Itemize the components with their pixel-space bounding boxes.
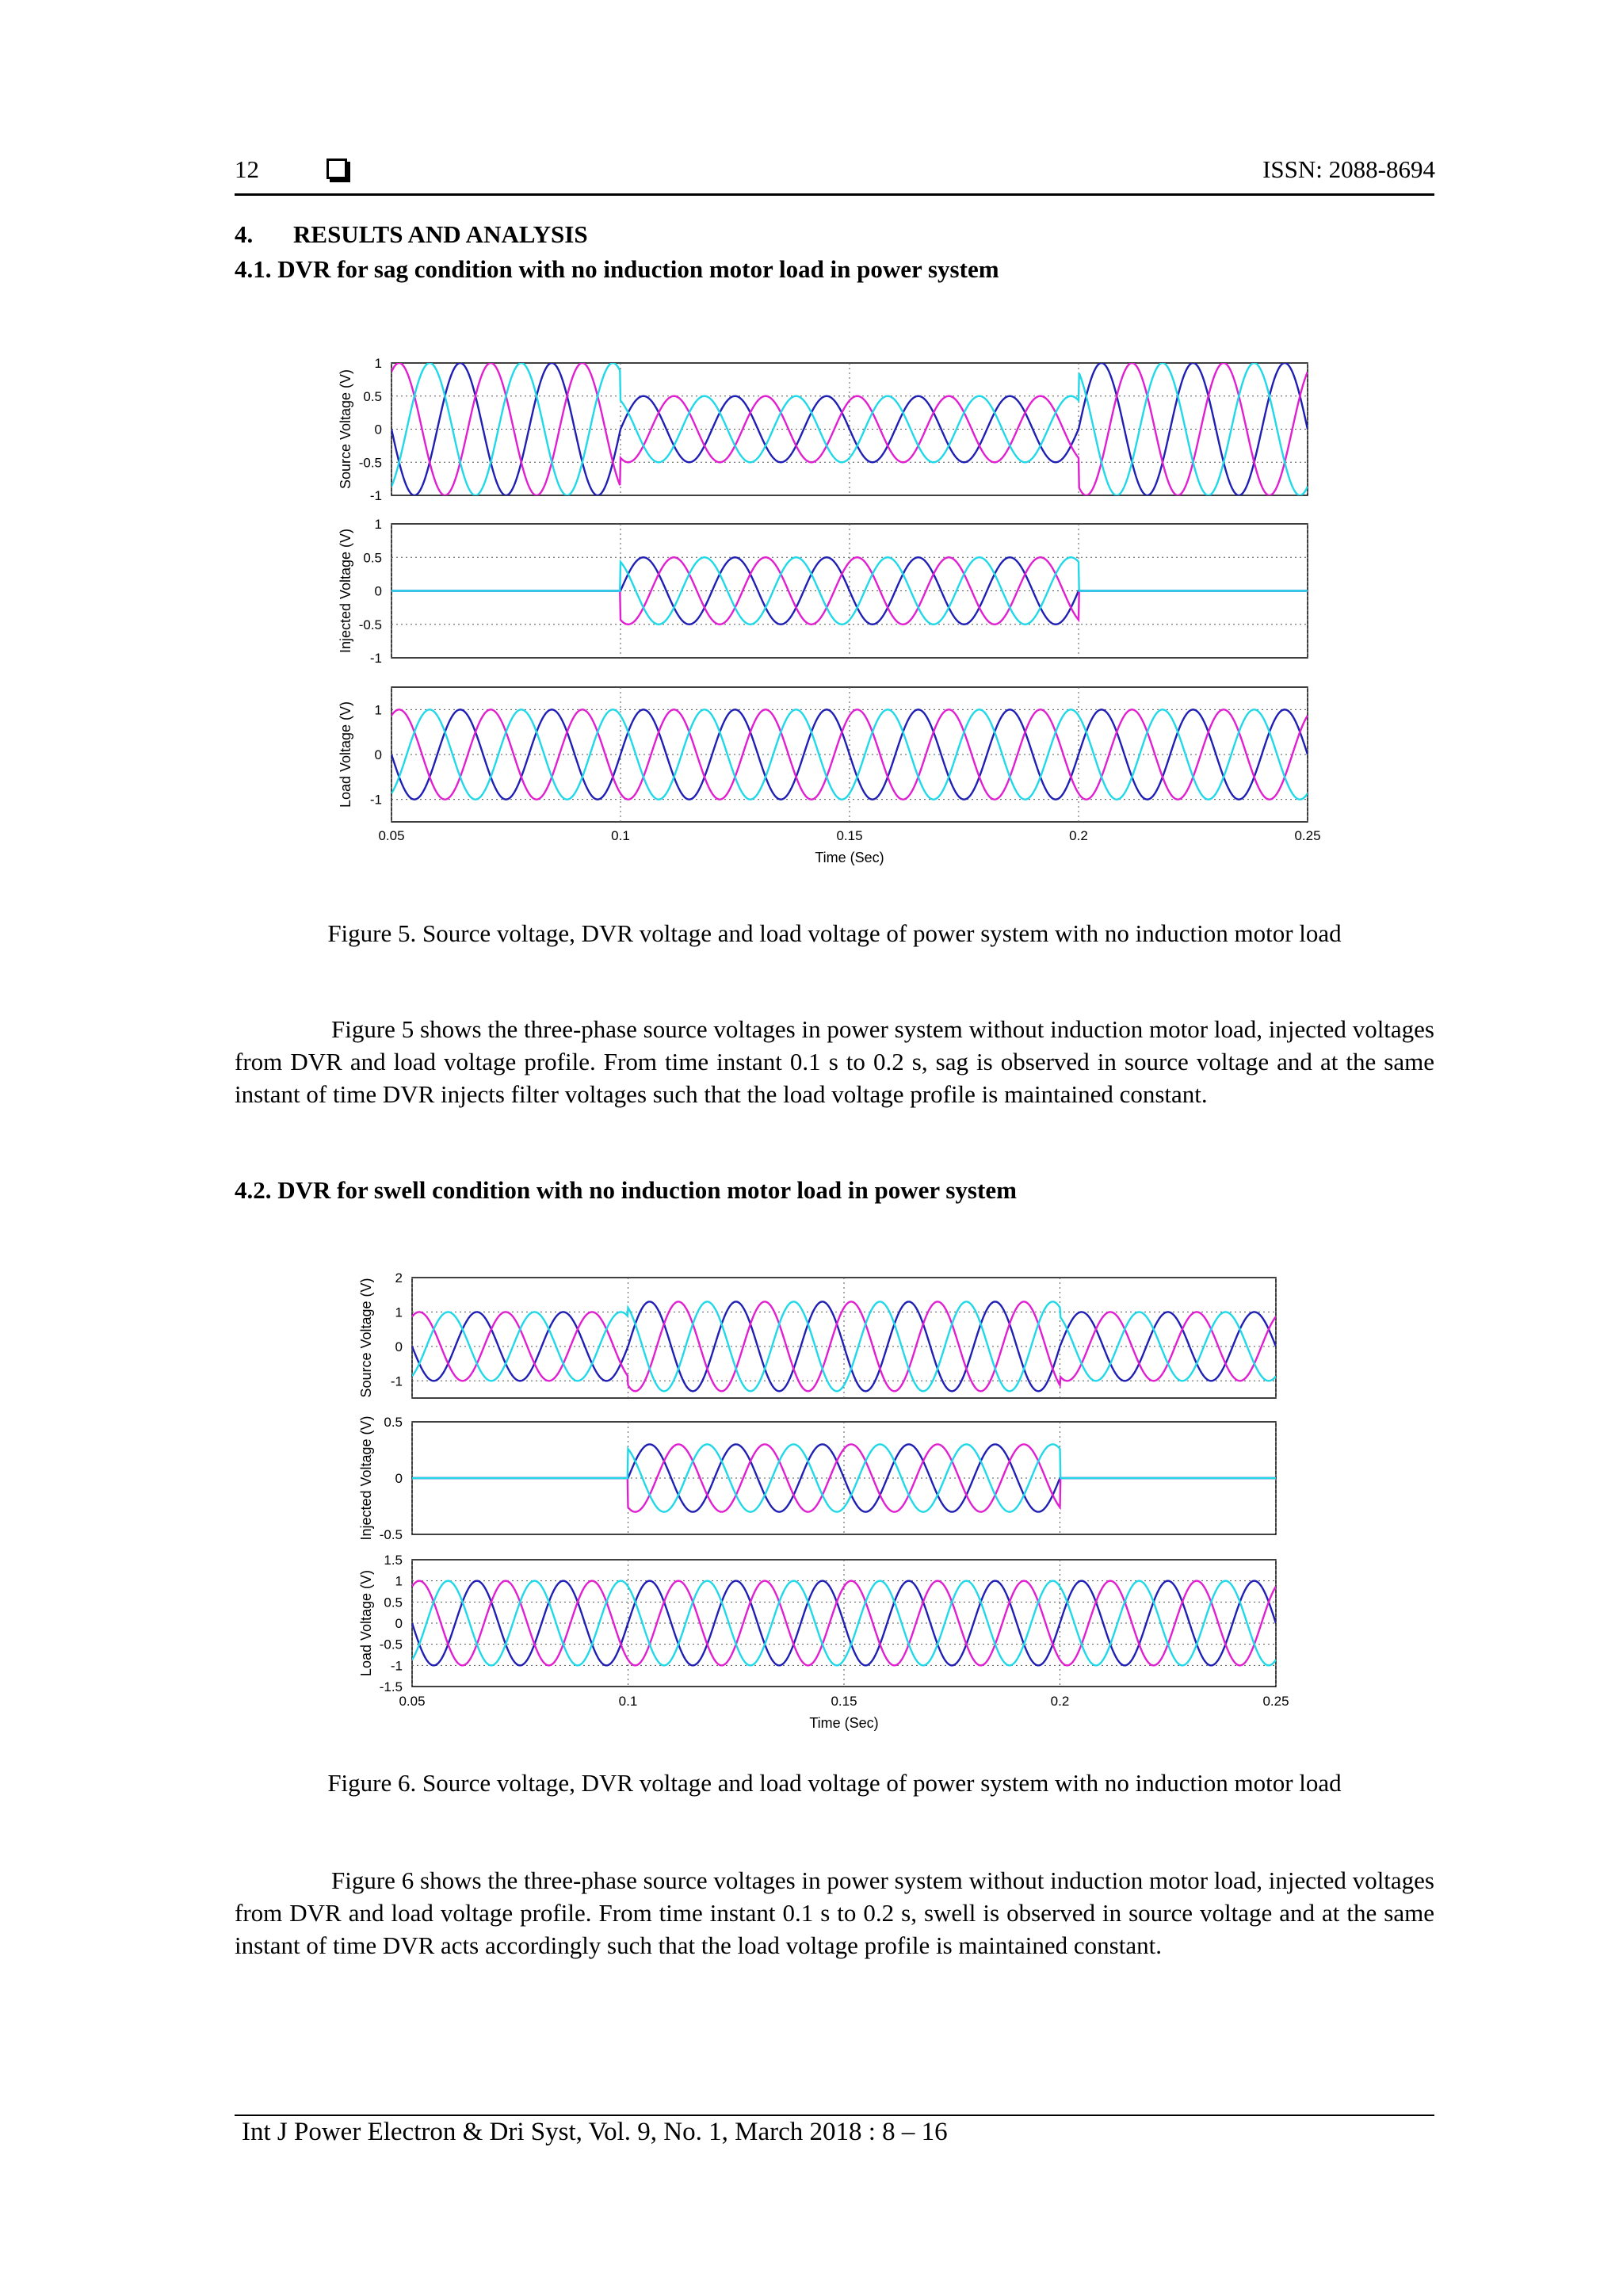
subsection-heading-1: 4.1. DVR for sag condition with no induction motor load in power system [235, 255, 999, 283]
y-tick-label: -1 [369, 651, 382, 666]
section-heading [235, 220, 588, 249]
y-tick-label: -1 [390, 1373, 403, 1389]
x-tick-label: 0.2 [1050, 1694, 1070, 1709]
subsection-heading-2: 4.2. DVR for swell condition with no induction motor load in power system [235, 1176, 1017, 1204]
y-tick-label: -0.5 [379, 1637, 403, 1652]
y-tick-label: 1.5 [384, 1553, 403, 1568]
x-tick-label: 0.05 [378, 828, 405, 843]
y-tick-label: 1 [374, 702, 382, 718]
y-tick-label: 1 [374, 517, 382, 532]
y-axis-label: Source Voltage (V) [338, 369, 353, 490]
y-axis-label: Injected Voltage (V) [358, 1415, 374, 1541]
y-tick-label: -1 [369, 792, 382, 808]
y-axis-label: Load Voltage (V) [358, 1569, 374, 1677]
y-tick-label: -0.5 [358, 455, 382, 471]
y-tick-label: 0 [395, 1471, 403, 1486]
footer-rule [235, 2115, 1434, 2116]
y-tick-label: -1 [369, 488, 382, 503]
y-axis-label: Source Voltage (V) [358, 1278, 374, 1398]
figure-5-caption: Figure 5. Source voltage, DVR voltage and load voltage of power system with no induction motor load [327, 919, 1342, 947]
x-axis-label: Time (Sec) [809, 1715, 879, 1731]
y-tick-label: 0 [374, 583, 382, 599]
section-number: 4. [235, 220, 254, 248]
y-tick-label: 0 [395, 1339, 403, 1354]
section-title: RESULTS AND ANALYSIS [293, 220, 588, 248]
figure-6-caption: Figure 6. Source voltage, DVR voltage and load voltage of power system with no induction motor load [327, 1769, 1342, 1797]
y-tick-label: 1 [374, 356, 382, 371]
y-tick-label: -1 [390, 1658, 403, 1674]
paragraph-1: Figure 5 shows the three-phase source voltages in power system without induction motor load, injected voltages from DVR and load voltage profile. From time instant 0.1 s to 0.2 s, sag is observed in source voltage and at the same instant of time DVR injects filter voltages such that the load voltage profile is maintained constant. [235, 1015, 1434, 1108]
y-tick-label: 0.5 [384, 1415, 403, 1430]
x-tick-label: 0.25 [1294, 828, 1321, 843]
y-axis-label: Injected Voltage (V) [338, 528, 353, 654]
y-tick-label: -0.5 [358, 617, 382, 632]
panel-frame [412, 1278, 1276, 1398]
x-tick-label: 0.1 [611, 828, 630, 843]
header-rule [235, 193, 1434, 196]
y-tick-label: -0.5 [379, 1527, 403, 1542]
figure-5-chart [317, 349, 1347, 888]
y-tick-label: 0 [395, 1616, 403, 1631]
paragraph-2: Figure 6 shows the three-phase source voltages in power system without induction motor load, injected voltages from DVR and load voltage profile. From time instant 0.1 s to 0.2 s, swell is observed in source voltage and at the same instant of time DVR acts accordingly such that the load voltage profile is maintained constant. [235, 1866, 1434, 1959]
x-tick-label: 0.25 [1262, 1694, 1289, 1709]
y-tick-label: 1 [395, 1573, 403, 1589]
y-tick-label: -1.5 [379, 1679, 403, 1694]
y-tick-label: 0.5 [384, 1595, 403, 1610]
x-tick-label: 0.2 [1069, 828, 1088, 843]
y-tick-label: 0.5 [363, 550, 382, 566]
y-tick-label: 0 [374, 747, 382, 762]
x-tick-label: 0.15 [836, 828, 863, 843]
x-tick-label: 0.1 [618, 1694, 638, 1709]
figure-6-chart [317, 1260, 1347, 1771]
issn: ISSN: 2088-8694 [1262, 155, 1435, 183]
y-tick-label: 1 [395, 1305, 403, 1320]
footer-citation: Int J Power Electron & Dri Syst, Vol. 9, No. 1, March 2018 : 8 – 16 [242, 2118, 948, 2146]
y-tick-label: 2 [395, 1270, 403, 1286]
x-axis-label: Time (Sec) [815, 850, 884, 865]
y-tick-label: 0 [374, 422, 382, 437]
x-tick-label: 0.05 [399, 1694, 426, 1709]
page-number: 12 [235, 155, 259, 183]
x-tick-label: 0.15 [831, 1694, 857, 1709]
checkbox-square-icon [327, 159, 347, 179]
y-axis-label: Load Voltage (V) [338, 701, 353, 808]
y-tick-label: 0.5 [363, 388, 382, 404]
